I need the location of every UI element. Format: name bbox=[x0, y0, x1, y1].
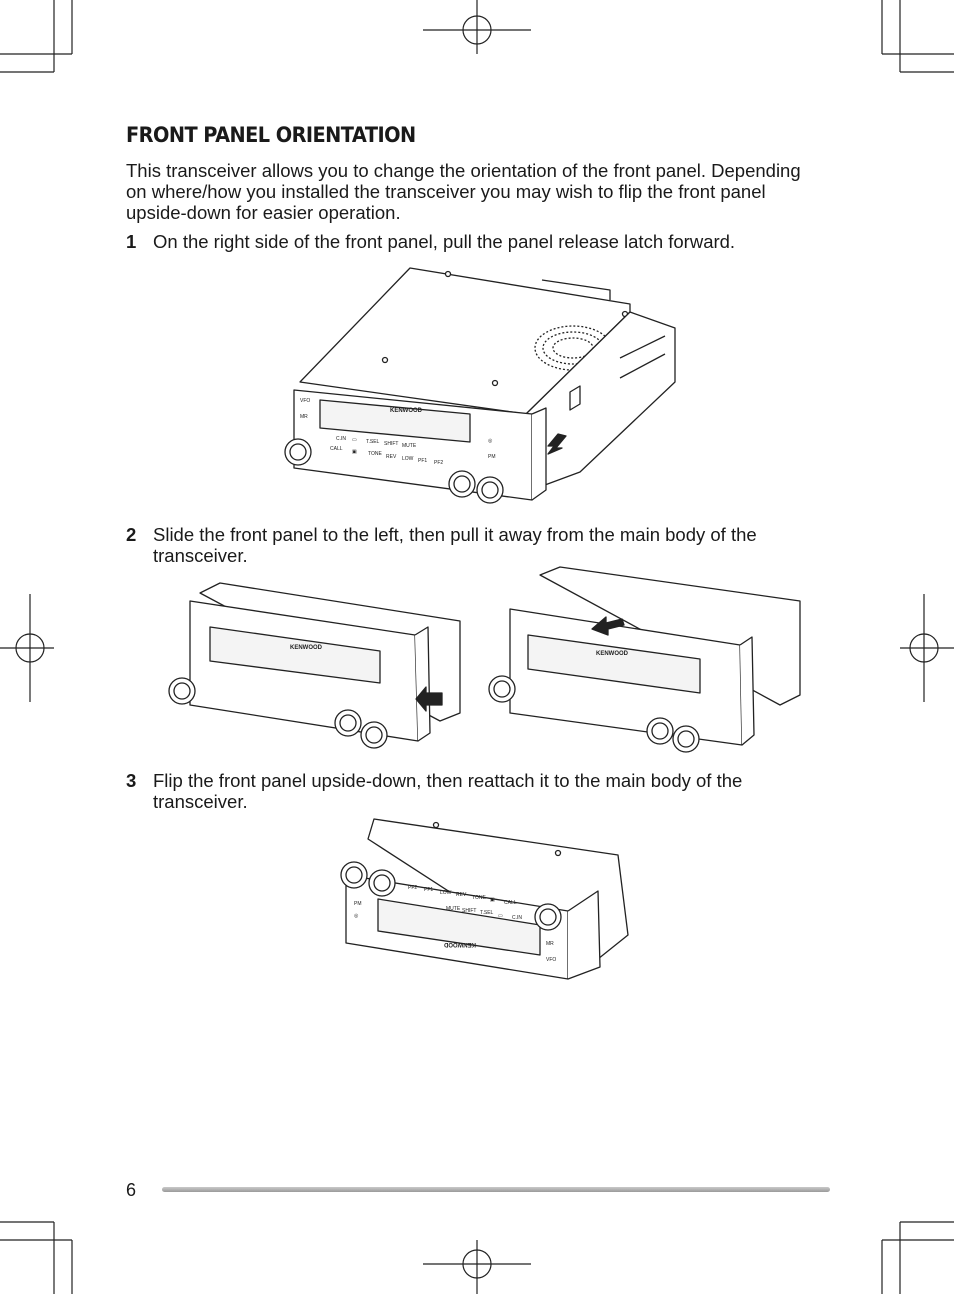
flipped-key-pm: PM bbox=[354, 901, 362, 907]
key-vfo-label: VFO bbox=[300, 398, 311, 404]
flipped-indicator-shift: SHIFT bbox=[462, 908, 477, 914]
intro-paragraph: This transceiver allows you to change the orientation of the front panel. Depending on where/how you installed the transceiver you may wish to flip the front panel upside-down for easier operation. bbox=[126, 160, 801, 223]
brand-logo-text: KENWOOD bbox=[390, 408, 422, 414]
key-tone-label: TONE bbox=[368, 451, 382, 457]
indicator-mute: MUTE bbox=[402, 443, 417, 449]
key-pf1-label: PF1 bbox=[418, 458, 428, 464]
indicator-cin: C.IN bbox=[336, 436, 346, 442]
flipped-key-tone: TONE bbox=[472, 895, 486, 901]
figure-flipped-panel bbox=[328, 815, 632, 985]
flipped-key-call: CALL bbox=[504, 900, 517, 906]
key-call-label: CALL bbox=[330, 446, 343, 452]
brand-logo-text-left: KENWOOD bbox=[290, 645, 322, 651]
indicator-box: ▭ bbox=[352, 437, 357, 443]
key-mr-label: MR bbox=[300, 414, 308, 420]
flipped-key-vfo: VFO bbox=[546, 957, 557, 963]
step-number: 3 bbox=[126, 770, 137, 791]
flipped-indicator-mute: MUTE bbox=[446, 906, 461, 912]
page-number: 6 bbox=[126, 1180, 137, 1200]
step-text: Slide the front panel to the left, then pull it away from the main body of the transceiver. bbox=[153, 524, 757, 566]
step-text: On the right side of the front panel, pull the panel release latch forward. bbox=[153, 231, 736, 252]
flipped-key-pf2: PF2 bbox=[408, 885, 418, 891]
figure-release-latch bbox=[280, 262, 692, 510]
flipped-key-rev: REV bbox=[456, 892, 467, 898]
flipped-key-monitor: ▣ bbox=[490, 897, 495, 903]
flipped-indicator-tsel: T.SEL bbox=[480, 910, 494, 916]
flipped-key-pf1: PF1 bbox=[424, 887, 434, 893]
section-title: FRONT PANEL ORIENTATION bbox=[126, 123, 416, 147]
step-number: 2 bbox=[126, 524, 137, 545]
brand-logo-text-right: KENWOOD bbox=[596, 651, 628, 657]
footer-bar bbox=[162, 1187, 830, 1192]
flipped-key-mr: MR bbox=[546, 941, 554, 947]
flipped-key-low: LOW bbox=[440, 890, 452, 896]
indicator-tsel: T.SEL bbox=[366, 439, 380, 445]
key-low-label: LOW bbox=[402, 456, 414, 462]
flipped-brand-logo-text: KENWOOD bbox=[444, 941, 476, 947]
step-number: 1 bbox=[126, 231, 137, 252]
figure-slide-panel bbox=[160, 565, 805, 755]
key-rev-label: REV bbox=[386, 454, 397, 460]
key-pf2-label: PF2 bbox=[434, 460, 444, 466]
indicator-shift: SHIFT bbox=[384, 441, 399, 447]
step-text: Flip the front panel upside-down, then reattach it to the main body of the transceiver. bbox=[153, 770, 743, 812]
key-monitor-label: ▣ bbox=[352, 449, 357, 455]
flipped-indicator-cin: C.IN bbox=[512, 915, 522, 921]
flipped-key-left: ◎ bbox=[354, 913, 359, 919]
flipped-indicator-box: ▭ bbox=[498, 913, 503, 919]
key-pm-label: PM bbox=[488, 454, 496, 460]
key-right-label: ◎ bbox=[488, 438, 493, 444]
